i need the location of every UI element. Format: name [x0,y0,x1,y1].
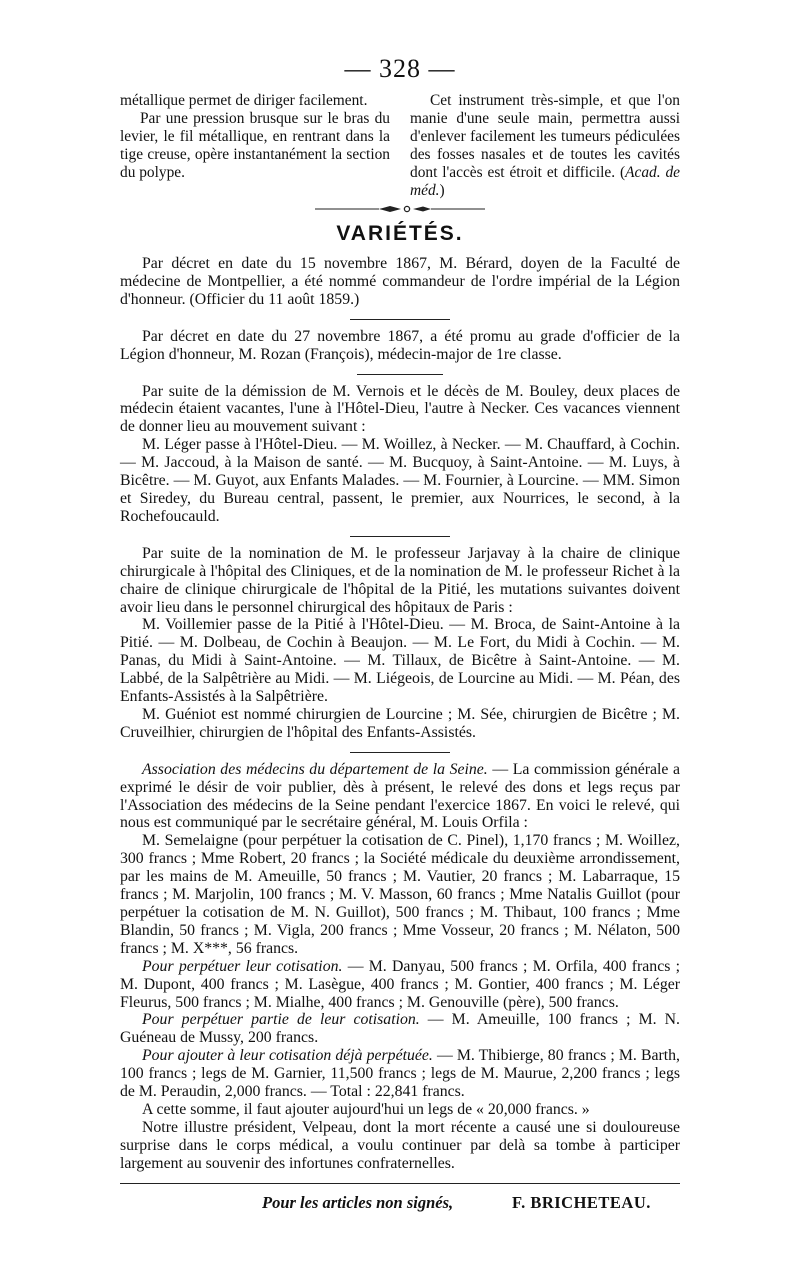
paragraph: Par suite de la nomination de M. le professeur Jarjavay à la chaire de clinique chirurgicale à l'hôpital des Cliniques, et de la nomination de M. le professeur Richet à la chaire de clinique chirurgicale de l'hôpital de la Pitié, les mutations suivantes doivent avoir lieu dans le personnel chirurgical des hôpitaux de Paris : [120,544,680,616]
section-separator [350,752,450,753]
article-body [120,255,680,1214]
left-paragraph-1: métallique permet de diriger facilement. [120,92,368,109]
paragraph: M. Léger passe à l'Hôtel-Dieu. — M. Woillez, à Necker. — M. Chauffard, à Cochin. — M. Jaccoud, à la Maison de santé. — M. Bucquoy, à Saint-Antoine. — M. Luys, à Bicêtre. — M. Guyot, aux Enfants Malades. — M. Fournier, à Lourcine. — MM. Simon et Siredey, du Bureau central, passent, le premier, aux Nourrices, le second, à la Rochefoucauld. [120,436,680,525]
paragraph: A cette somme, il faut ajouter aujourd'hui un legs de « 20,000 francs. » [142,1100,590,1118]
paragraph: Par décret en date du 27 novembre 1867, a été promu au grade d'officier de la Légion d'honneur, M. Rozan (François), médecin-major de 1re classe. [120,327,680,363]
news-item [120,761,680,1173]
right-paragraph-text: Cet instrument très-simple, et que l'on manie d'une seule main, permettra aussi d'enlever facilement les tumeurs pédiculées des fosses nasales et de toutes les cavités dont l'accès est étroit et difficile. [410,92,680,181]
left-column [120,92,390,182]
paragraph: Par suite de la démission de M. Vernois et le décès de M. Bouley, deux places de médecin étaient vacantes, l'une à l'Hôtel-Dieu, l'autre à Necker. Ces vacances viennent de donner lieu au mouvement suivant : [120,382,680,436]
page-number: — 328 — [344,54,456,83]
section-separator [350,536,450,537]
news-item [120,255,680,309]
right-column [410,92,680,200]
paragraph: Pour ajouter à leur cotisation déjà perpétuée. — M. Thibierge, 80 francs ; M. Barth, 100 francs ; legs de M. Garnier, 11,500 francs ; legs de M. Maurue, 2,200 francs ; legs de M. Peraudin, 2,000 francs. — Total : 22,841 francs. [120,1047,680,1101]
italic-heading: Association des médecins du département de la Seine. [142,760,488,778]
section-title: VARIÉTÉS. [336,222,464,245]
paragraph: Par décret en date du 15 novembre 1867, M. Bérard, doyen de la Faculté de médecine de Montpellier, a été nommé commandeur de l'ordre impérial de la Légion d'honneur. (Officier du 11 août 1859.) [120,255,680,308]
section-separator [350,319,450,320]
paragraph: M. Voillemier passe de la Pitié à l'Hôtel-Dieu. — M. Broca, de Saint-Antoine à la Pitié. — M. Dolbeau, de Cochin à Beaujon. — M. Le Fort, du Midi à Cochin. — M. Panas, du Midi à Saint-Antoine. — M. Tillaux, de Bicêtre à Saint-Antoine. — M. Labbé, de la Salpêtrière au Midi. — M. Liégeois, de Lourcine au Midi. — M. Péan, des Enfants-Assistés à la Salpêtrière. [120,616,680,706]
signature-name: F. BRICHETEAU. [512,1192,651,1212]
italic-heading: Pour perpétuer leur cotisation. [142,957,343,975]
left-paragraph-2: Par une pression brusque sur le bras du levier, le fil métallique, en rentrant dans la tige creuse, opère instantanément la section du polype. [120,110,390,181]
paragraph: Association des médecins du département de la Seine. — La commission générale a exprimé le désir de voir publier, dès à présent, le relevé des dons et legs reçus par l'Association des médecins de la Seine pendant l'exercice 1867. En voici le relevé, qui nous est communiqué par le secrétaire général, M. Louis Orfila : [120,760,681,832]
paragraph: M. Semelaigne (pour perpétuer la cotisation de C. Pinel), 1,170 francs ; M. Woillez, 300 francs ; Mme Robert, 20 francs ; la Société médicale du deuxième arrondissement, par les mains de M. Ameuille, 50 francs ; M. Vautier, 20 francs ; M. Labarraque, 15 francs ; M. Marjolin, 100 francs ; M. V. Masson, 60 francs ; Mme Natalis Guillot (pour perpétuer la cotisation de M. N. Guillot), 500 francs ; M. Thibaut, 100 francs ; Mme Blandin, 50 francs ; M. Vigla, 200 francs ; Mme Vosseur, 20 francs ; M. Nélaton, 500 francs ; M. X***, 56 francs. [120,832,680,957]
right-paragraph: Cet instrument très-simple, et que l'on manie d'une seule main, permettra aussi d'enlever facilement les tumeurs pédiculées des fosses nasales et de toutes les cavités dont l'accès est étroit et difficile. (Acad. de méd.) [410,92,680,199]
italic-heading: Pour perpétuer partie de leur cotisation. [142,1011,420,1029]
signature-rule [120,1183,680,1184]
paragraph: Notre illustre président, Velpeau, dont la mort récente a causé une si douloureuse surprise dans le corps médical, a voulu continuer par delà sa tombe à participer largement au souvenir des infortunes confraternelles. [120,1118,680,1172]
ornamental-divider [315,205,485,213]
paragraph: M. Guéniot est nommé chirurgien de Lourcine ; M. Sée, chirurgien de Bicêtre ; M. Cruveilhier, chirurgien de l'hôpital des Enfants-Assistés. [120,705,680,741]
section-separator [357,374,443,375]
news-item [120,545,680,742]
paragraph: Pour perpétuer partie de leur cotisation. — M. Ameuille, 100 francs ; M. N. Guéneau de Mussy, 200 francs. [120,1011,680,1047]
news-item [120,328,680,364]
signature-label: Pour les articles non signés, [262,1192,454,1212]
source-citation: Acad. de méd. [410,164,680,199]
signature [120,1194,680,1214]
paragraph: Pour perpétuer leur cotisation. — M. Danyau, 500 francs ; M. Orfila, 400 francs ; M. Dupont, 400 francs ; M. Lasègue, 400 francs ; M. Gontier, 400 francs ; M. Léger Fleurus, 500 francs ; M. Mialhe, 400 francs ; M. Genouville (père), 500 francs. [120,957,681,1011]
italic-heading: Pour ajouter à leur cotisation déjà perpétuée. [142,1047,433,1065]
news-item [120,383,680,526]
